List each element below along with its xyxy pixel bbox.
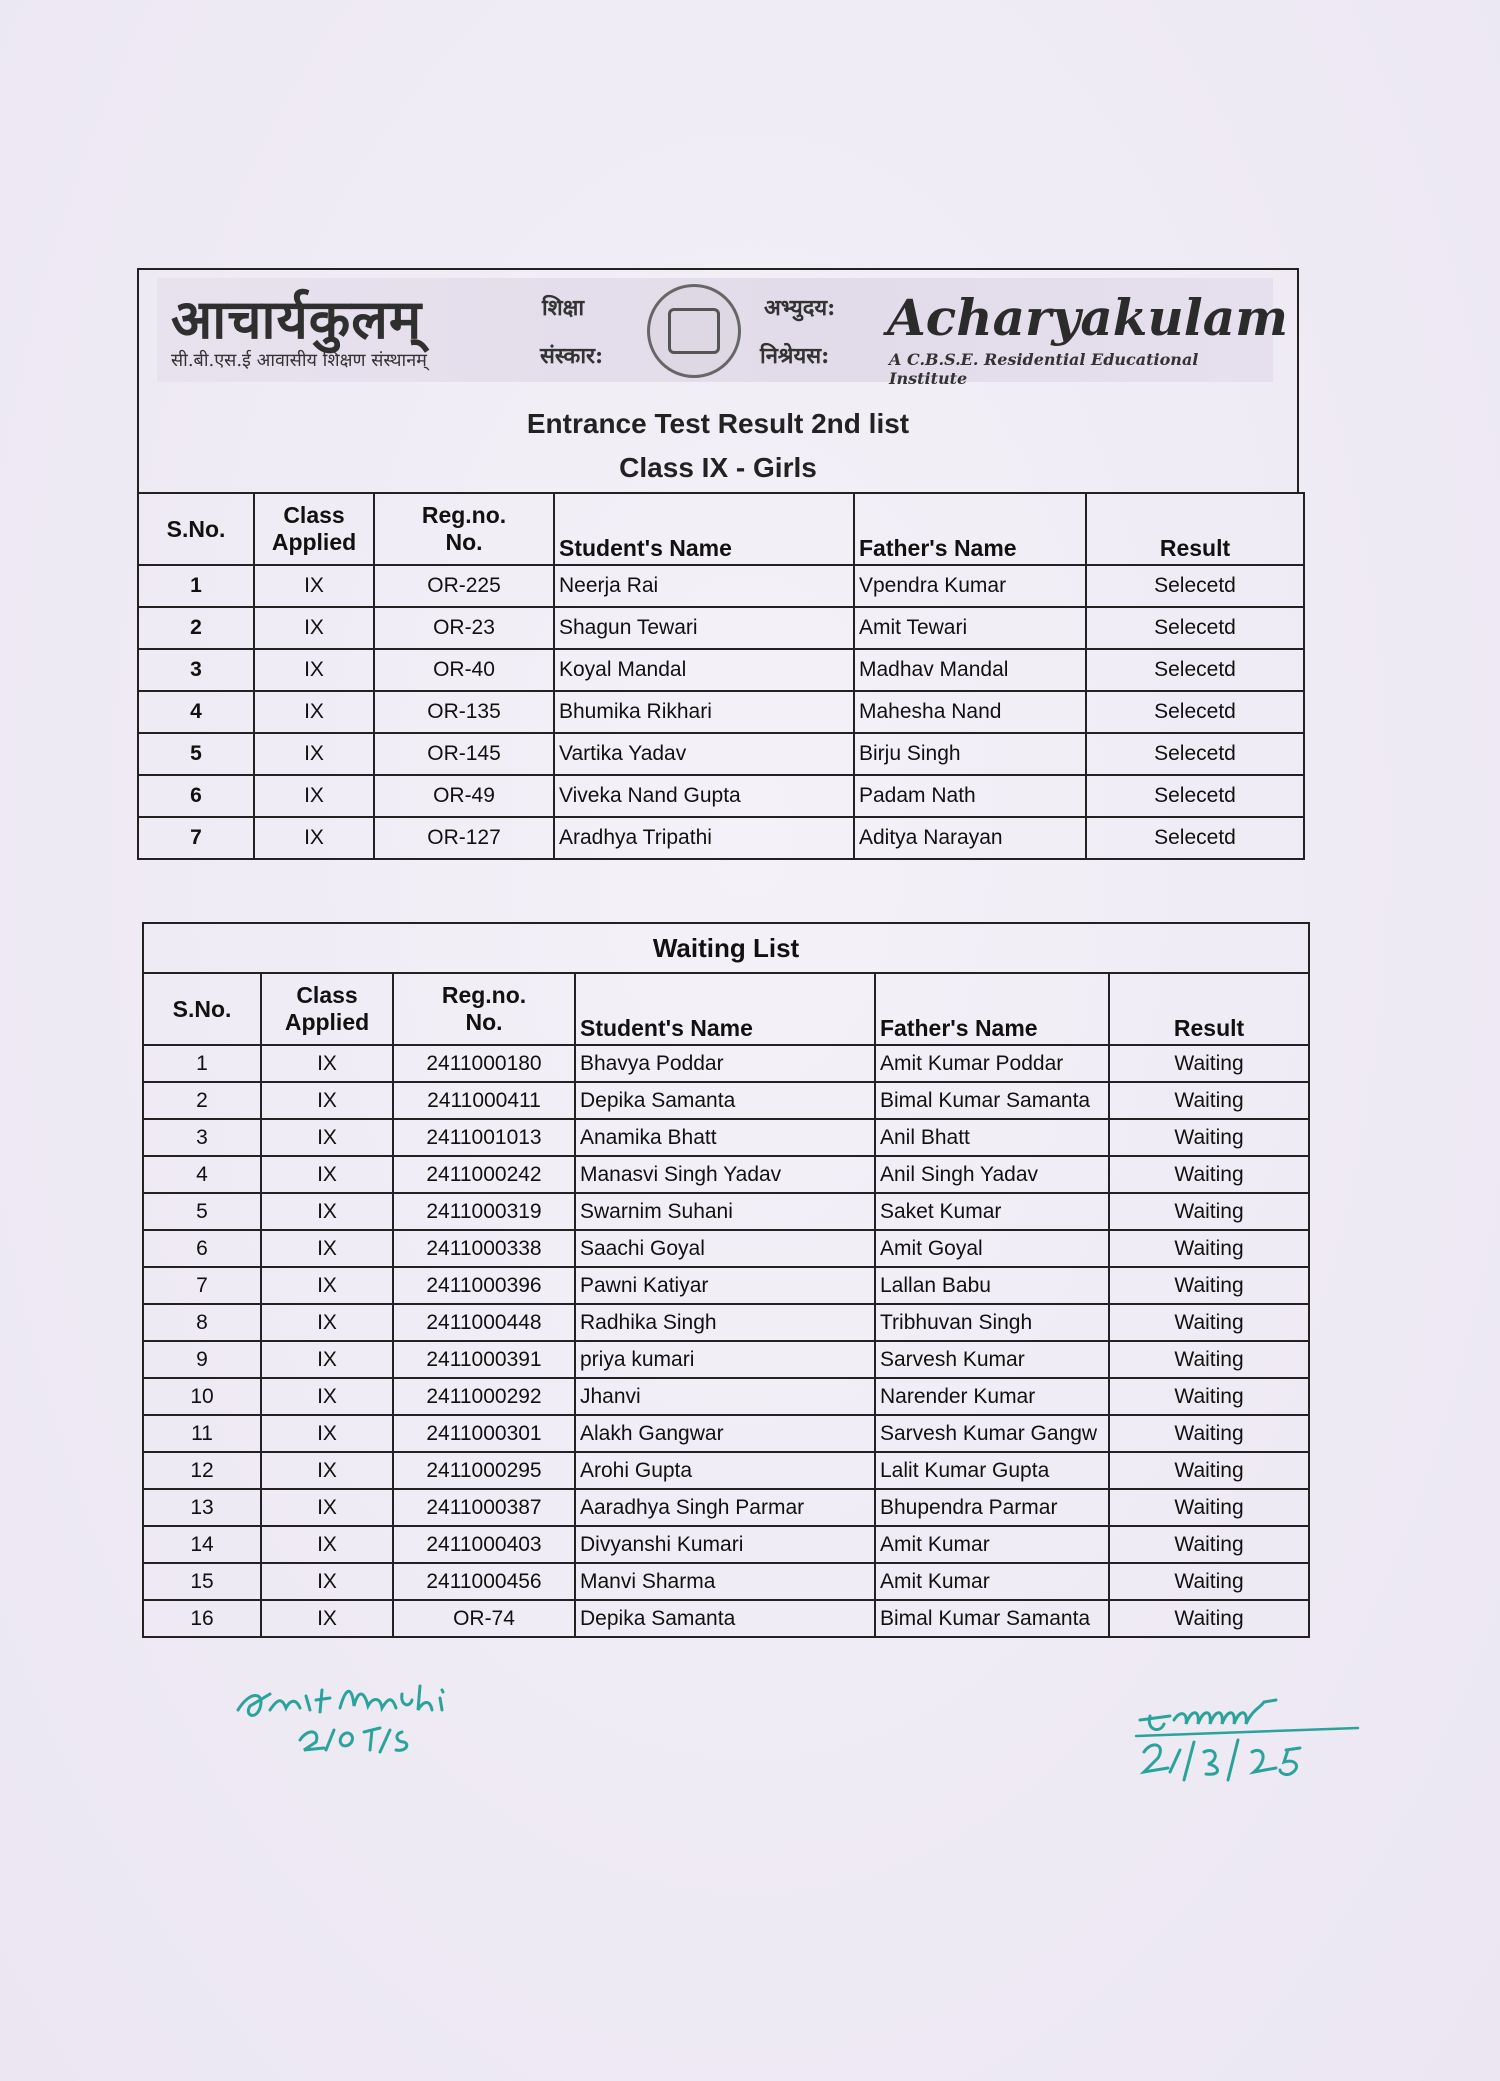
cell-father-name: Bhupendra Parmar (875, 1489, 1109, 1526)
waiting-list-table (142, 922, 1310, 1638)
cell-sno: 14 (143, 1526, 261, 1563)
cell-student-name: Radhika Singh (575, 1304, 875, 1341)
cell-result: Selecetd (1086, 817, 1304, 859)
cell-class: IX (261, 1304, 393, 1341)
cell-class: IX (254, 565, 374, 607)
cell-student-name: Anamika Bhatt (575, 1119, 875, 1156)
waiting-row (143, 1304, 1309, 1341)
cell-father-name: Amit Kumar Poddar (875, 1045, 1109, 1082)
cell-sno: 5 (143, 1193, 261, 1230)
cell-reg-no: 2411000456 (393, 1563, 575, 1600)
cell-reg-no: 2411000411 (393, 1082, 575, 1119)
cell-result: Waiting (1109, 1045, 1309, 1082)
cell-father-name: Sarvesh Kumar Gangw (875, 1415, 1109, 1452)
logo-english: Acharyakulam (887, 288, 1289, 347)
cell-reg-no: 2411000391 (393, 1341, 575, 1378)
cell-father-name: Amit Kumar (875, 1526, 1109, 1563)
cell-class: IX (254, 691, 374, 733)
cell-reg-no: 2411000180 (393, 1045, 575, 1082)
cell-class: IX (254, 607, 374, 649)
waiting-row (143, 1452, 1309, 1489)
cell-class: IX (261, 1230, 393, 1267)
cell-student-name: Koyal Mandal (554, 649, 854, 691)
cell-sno: 7 (138, 817, 254, 859)
cell-sno: 1 (138, 565, 254, 607)
cell-sno: 1 (143, 1045, 261, 1082)
cell-result: Selecetd (1086, 649, 1304, 691)
waiting-row (143, 1563, 1309, 1600)
cell-result: Waiting (1109, 1193, 1309, 1230)
waiting-row (143, 1415, 1309, 1452)
col-father: Father's Name (875, 973, 1109, 1045)
cell-sno: 12 (143, 1452, 261, 1489)
col-result: Result (1086, 493, 1304, 565)
cell-sno: 8 (143, 1304, 261, 1341)
cell-student-name: Manasvi Singh Yadav (575, 1156, 875, 1193)
cell-reg-no: 2411000295 (393, 1452, 575, 1489)
cell-class: IX (261, 1452, 393, 1489)
cell-result: Waiting (1109, 1526, 1309, 1563)
waiting-row (143, 1341, 1309, 1378)
waiting-row (143, 1119, 1309, 1156)
col-sno: S.No. (138, 493, 254, 565)
signature-right (1130, 1680, 1370, 1795)
cell-sno: 4 (138, 691, 254, 733)
cell-student-name: Depika Samanta (575, 1600, 875, 1637)
cell-class: IX (254, 733, 374, 775)
cell-reg-no: OR-135 (374, 691, 554, 733)
motto-nishreyas: निश्रेयस: (760, 343, 830, 369)
cell-father-name: Saket Kumar (875, 1193, 1109, 1230)
cell-father-name: Amit Tewari (854, 607, 1086, 649)
cell-sno: 3 (143, 1119, 261, 1156)
cell-reg-no: 2411000292 (393, 1378, 575, 1415)
cell-father-name: Anil Bhatt (875, 1119, 1109, 1156)
cell-father-name: Lalit Kumar Gupta (875, 1452, 1109, 1489)
cell-result: Selecetd (1086, 733, 1304, 775)
cell-result: Selecetd (1086, 607, 1304, 649)
cell-result: Waiting (1109, 1563, 1309, 1600)
cell-result: Waiting (1109, 1082, 1309, 1119)
cell-father-name: Madhav Mandal (854, 649, 1086, 691)
cell-father-name: Birju Singh (854, 733, 1086, 775)
waiting-row (143, 1267, 1309, 1304)
cell-reg-no: 2411000403 (393, 1526, 575, 1563)
cell-class: IX (261, 1378, 393, 1415)
waiting-row (143, 1045, 1309, 1082)
waiting-row (143, 1156, 1309, 1193)
cell-father-name: Tribhuvan Singh (875, 1304, 1109, 1341)
col-result: Result (1109, 973, 1309, 1045)
cell-reg-no: OR-74 (393, 1600, 575, 1637)
cell-student-name: Alakh Gangwar (575, 1415, 875, 1452)
cell-student-name: Jhanvi (575, 1378, 875, 1415)
cell-result: Waiting (1109, 1378, 1309, 1415)
col-student: Student's Name (554, 493, 854, 565)
selected-table-body (138, 565, 1304, 859)
col-class: Class Applied (254, 493, 374, 565)
cell-father-name: Aditya Narayan (854, 817, 1086, 859)
cell-father-name: Vpendra Kumar (854, 565, 1086, 607)
cell-class: IX (261, 1119, 393, 1156)
cell-student-name: Bhavya Poddar (575, 1045, 875, 1082)
selected-table (137, 492, 1305, 860)
cell-result: Waiting (1109, 1119, 1309, 1156)
cell-student-name: Aaradhya Singh Parmar (575, 1489, 875, 1526)
col-class: Class Applied (261, 973, 393, 1045)
cell-sno: 2 (138, 607, 254, 649)
col-reg: Reg.no. No. (393, 973, 575, 1045)
cell-reg-no: OR-145 (374, 733, 554, 775)
cell-result: Selecetd (1086, 775, 1304, 817)
cell-student-name: Manvi Sharma (575, 1563, 875, 1600)
cell-result: Waiting (1109, 1156, 1309, 1193)
cell-class: IX (261, 1082, 393, 1119)
cell-class: IX (261, 1526, 393, 1563)
cell-father-name: Amit Kumar (875, 1563, 1109, 1600)
logo-english-subtitle: A C.B.S.E. Residential Educational Institute (889, 350, 1199, 388)
signature-left (230, 1650, 470, 1765)
cell-class: IX (261, 1563, 393, 1600)
table-header-row (143, 973, 1309, 1045)
cell-father-name: Amit Goyal (875, 1230, 1109, 1267)
cell-sno: 15 (143, 1563, 261, 1600)
selected-row (138, 607, 1304, 649)
cell-result: Waiting (1109, 1489, 1309, 1526)
cell-sno: 4 (143, 1156, 261, 1193)
waiting-row (143, 1193, 1309, 1230)
cell-reg-no: OR-49 (374, 775, 554, 817)
cell-sno: 2 (143, 1082, 261, 1119)
cell-result: Waiting (1109, 1304, 1309, 1341)
cell-class: IX (261, 1267, 393, 1304)
cell-reg-no: 2411000448 (393, 1304, 575, 1341)
selected-row (138, 733, 1304, 775)
cell-father-name: Sarvesh Kumar (875, 1341, 1109, 1378)
cell-sno: 10 (143, 1378, 261, 1415)
selected-row (138, 565, 1304, 607)
waiting-row (143, 1489, 1309, 1526)
cell-sno: 3 (138, 649, 254, 691)
cell-class: IX (254, 817, 374, 859)
cell-reg-no: OR-23 (374, 607, 554, 649)
cell-reg-no: OR-127 (374, 817, 554, 859)
cell-class: IX (254, 649, 374, 691)
logo-hindi-subtitle: सी.बी.एस.ई आवासीय शिक्षण संस्थानम् (171, 350, 427, 371)
cell-father-name: Bimal Kumar Samanta (875, 1082, 1109, 1119)
institute-banner (157, 278, 1289, 388)
waiting-row (143, 1378, 1309, 1415)
cell-class: IX (261, 1489, 393, 1526)
cell-student-name: Pawni Katiyar (575, 1267, 875, 1304)
waiting-row (143, 1526, 1309, 1563)
cell-class: IX (261, 1045, 393, 1082)
col-student: Student's Name (575, 973, 875, 1045)
cell-reg-no: 2411000301 (393, 1415, 575, 1452)
motto-sanskar: संस्कार: (540, 343, 604, 369)
cell-student-name: Arohi Gupta (575, 1452, 875, 1489)
col-father: Father's Name (854, 493, 1086, 565)
handwritten-signature-right (1130, 1680, 1370, 1790)
cell-student-name: Saachi Goyal (575, 1230, 875, 1267)
cell-sno: 13 (143, 1489, 261, 1526)
cell-sno: 16 (143, 1600, 261, 1637)
cell-father-name: Anil Singh Yadav (875, 1156, 1109, 1193)
cell-reg-no: 2411000387 (393, 1489, 575, 1526)
cell-student-name: Shagun Tewari (554, 607, 854, 649)
cell-class: IX (261, 1415, 393, 1452)
cell-sno: 6 (143, 1230, 261, 1267)
cell-result: Waiting (1109, 1600, 1309, 1637)
selected-row (138, 649, 1304, 691)
col-reg: Reg.no. No. (374, 493, 554, 565)
cell-father-name: Mahesha Nand (854, 691, 1086, 733)
cell-result: Selecetd (1086, 691, 1304, 733)
cell-class: IX (261, 1156, 393, 1193)
waiting-row (143, 1600, 1309, 1637)
page-subtitle: Class IX - Girls (619, 452, 817, 483)
cell-student-name: Divyanshi Kumari (575, 1526, 875, 1563)
cell-father-name: Narender Kumar (875, 1378, 1109, 1415)
selected-row (138, 817, 1304, 859)
motto-shiksha: शिक्षा (542, 295, 585, 321)
cell-class: IX (261, 1193, 393, 1230)
cell-student-name: Viveka Nand Gupta (554, 775, 854, 817)
cell-class: IX (254, 775, 374, 817)
cell-student-name: Aradhya Tripathi (554, 817, 854, 859)
cell-father-name: Bimal Kumar Samanta (875, 1600, 1109, 1637)
selected-row (138, 775, 1304, 817)
cell-reg-no: 2411000338 (393, 1230, 575, 1267)
cell-sno: 9 (143, 1341, 261, 1378)
selected-row (138, 691, 1304, 733)
table-header-row (138, 493, 1304, 565)
waiting-row (143, 1230, 1309, 1267)
cell-reg-no: 2411000319 (393, 1193, 575, 1230)
cell-result: Waiting (1109, 1230, 1309, 1267)
cell-sno: 5 (138, 733, 254, 775)
cell-class: IX (261, 1341, 393, 1378)
waiting-table-body (143, 1045, 1309, 1637)
cell-father-name: Padam Nath (854, 775, 1086, 817)
cell-result: Selecetd (1086, 565, 1304, 607)
cell-class: IX (261, 1600, 393, 1637)
header-box (137, 268, 1299, 492)
emblem-icon (647, 284, 741, 378)
col-sno: S.No. (143, 973, 261, 1045)
waiting-list-title: Waiting List (143, 923, 1309, 973)
cell-reg-no: 2411000242 (393, 1156, 575, 1193)
motto-abhyudaya: अभ्युदय: (764, 295, 836, 321)
cell-reg-no: 2411001013 (393, 1119, 575, 1156)
cell-student-name: Vartika Yadav (554, 733, 854, 775)
waiting-title-row (143, 923, 1309, 973)
waiting-row (143, 1082, 1309, 1119)
cell-reg-no: OR-40 (374, 649, 554, 691)
page-title: Entrance Test Result 2nd list (526, 408, 910, 439)
cell-result: Waiting (1109, 1415, 1309, 1452)
cell-student-name: Swarnim Suhani (575, 1193, 875, 1230)
cell-student-name: Neerja Rai (554, 565, 854, 607)
cell-result: Waiting (1109, 1267, 1309, 1304)
cell-father-name: Lallan Babu (875, 1267, 1109, 1304)
cell-student-name: Depika Samanta (575, 1082, 875, 1119)
cell-student-name: Bhumika Rikhari (554, 691, 854, 733)
cell-result: Waiting (1109, 1452, 1309, 1489)
logo-hindi: आचार्यकुलम् (171, 287, 423, 351)
cell-reg-no: OR-225 (374, 565, 554, 607)
cell-sno: 7 (143, 1267, 261, 1304)
cell-student-name: priya kumari (575, 1341, 875, 1378)
cell-sno: 6 (138, 775, 254, 817)
cell-sno: 11 (143, 1415, 261, 1452)
handwritten-signature-left (230, 1650, 470, 1760)
cell-result: Waiting (1109, 1341, 1309, 1378)
cell-reg-no: 2411000396 (393, 1267, 575, 1304)
